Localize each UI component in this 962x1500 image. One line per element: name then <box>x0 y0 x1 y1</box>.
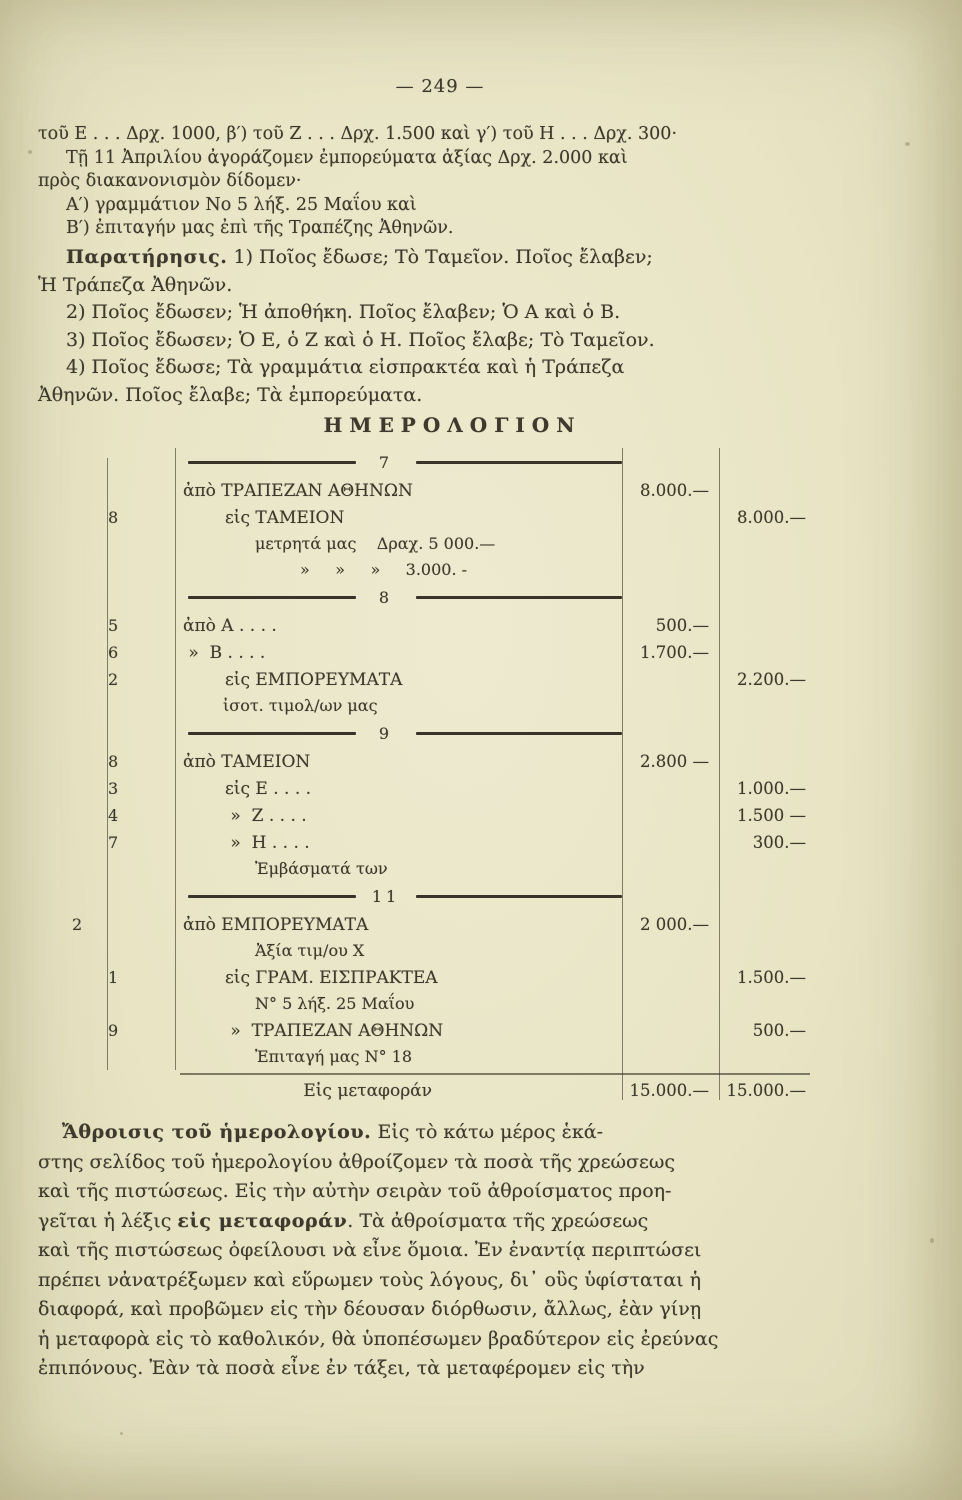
account-name: » Ζ . . . . <box>225 805 307 826</box>
text-line <box>38 1295 935 1325</box>
entry-number: 7 <box>378 453 394 472</box>
folio-number: 1 <box>108 968 119 987</box>
journal-detail-line: μετρητά μας Δραχ. 5 000.— <box>255 534 496 553</box>
journal-row <box>60 829 822 856</box>
account-name: » Η . . . . <box>225 832 310 853</box>
credit-amount: 300.— <box>752 833 806 852</box>
account-name: εἰς Ε . . . . <box>225 778 312 799</box>
debit-amount: 2 000.— <box>640 915 709 934</box>
debit-amount: 1.700.— <box>640 643 709 662</box>
journal-row <box>60 477 822 504</box>
separator-line <box>188 461 356 464</box>
text-run: Β′) ἐπιταγήν μας ἐπὶ τῆς Τραπέζης Ἀθηνῶν. <box>66 218 454 238</box>
bold-phrase: Παρατήρησις. <box>66 246 228 268</box>
journal-detail-line: » » » 3.000. - <box>300 560 468 579</box>
folio-number: 3 <box>108 779 119 798</box>
journal-row <box>60 802 822 829</box>
account-name: ἀπὸ Α . . . . <box>183 615 277 636</box>
account-name: εἰς ΕΜΠΟΡΕΥΜΑΤΑ <box>225 669 403 690</box>
debit-amount: 2.800 — <box>640 752 709 771</box>
folio-number: 4 <box>108 806 119 825</box>
text-run: Α′) γραμμάτιον Νο 5 λήξ. 25 Μαΐου καὶ <box>66 194 417 215</box>
folio-number: 5 <box>108 616 119 635</box>
text-line <box>38 1118 935 1148</box>
separator-line <box>416 732 622 735</box>
folio-number: 9 <box>108 1021 119 1040</box>
text-run: Ἡ Τράπεζα Ἀθηνῶν. <box>38 273 233 296</box>
scan-speckle <box>930 1238 934 1243</box>
journal-detail-line: Ἐπιταγή μας Ν° 18 <box>255 1047 413 1066</box>
text-run: καὶ τῆς πιστώσεως ὀφείλουσι νὰ εἶνε ὅμοια. Ἐν ἐναντίᾳ περιπτώσει <box>38 1239 702 1261</box>
intro-paragraph <box>38 123 935 241</box>
journal-row <box>60 612 822 639</box>
text-line <box>38 1148 935 1178</box>
scan-speckle <box>28 150 32 154</box>
journal-row <box>60 748 822 775</box>
folio-number: 6 <box>108 643 119 662</box>
folio-number: 2 <box>72 915 83 934</box>
entry-separator <box>60 882 822 911</box>
text-line <box>38 354 935 382</box>
account-name: ἀπὸ ΕΜΠΟΡΕΥΜΑΤΑ <box>183 914 369 935</box>
text-run: ἡ μεταφορὰ εἰς τὸ καθολικόν, θὰ ὑποπέσωμεν βραδύτερον εἰς ἐρεύνας <box>38 1327 719 1350</box>
entry-number: 9 <box>378 724 394 743</box>
text-run: 3) Ποῖος ἔδωσεν; Ὁ Ε, ὁ Ζ καὶ ὁ Η. Ποῖος ἔλαβε; Τὸ Ταμεῖον. <box>66 328 655 351</box>
entry-number: 11 <box>371 887 401 906</box>
text-run: στης σελίδος τοῦ ἡμερολογίου ἀθροίζομεν τὰ ποσὰ τῆς χρεώσεως <box>38 1150 675 1173</box>
account-name: ἀπὸ ΤΑΜΕΙΟΝ <box>183 751 311 772</box>
text-run: 2) Ποῖος ἔδωσεν; Ἡ ἀποθήκη. Ποῖος ἔλαβεν; Ὁ Α καὶ ὁ Β. <box>66 301 621 323</box>
journal-rows <box>60 448 822 1104</box>
text-line <box>38 170 935 194</box>
scan-speckle <box>120 1432 123 1435</box>
text-line <box>38 147 935 171</box>
journal-row <box>60 775 822 802</box>
account-name: εἰς ΤΑΜΕΙΟΝ <box>225 507 345 528</box>
debit-amount: 8.000.— <box>640 481 709 500</box>
text-run: Ἀθηνῶν. Ποῖος ἔλαβε; Τὰ ἐμπορεύματα. <box>38 383 423 406</box>
text-run: 1) Ποῖος ἔδωσε; Τὸ Ταμεῖον. Ποῖος ἔλαβεν; <box>227 246 653 268</box>
text-line <box>38 1177 935 1207</box>
journal-detail-line: ἰσοτ. τιμολ/ων μας <box>223 696 378 715</box>
text-run: Τῇ 11 Ἀπριλίου ἀγοράζομεν ἐμπορεύματα ἀξίας Δρχ. 2.000 καὶ <box>66 147 628 168</box>
journal-row <box>60 1017 822 1044</box>
account-name: » Β . . . . <box>183 642 266 663</box>
carry-forward-row <box>60 1077 822 1104</box>
journal-title: ΗΜΕΡΟΛΟΓΙΟΝ <box>323 413 582 437</box>
folio-number: 7 <box>108 833 119 852</box>
text-run: γεῖται ἡ λέξις <box>38 1209 178 1232</box>
text-run: πρὸς διακανονισμὸν δίδομεν· <box>38 171 302 191</box>
account-name: εἰς ΓΡΑΜ. ΕΙΣΠΡΑΚΤΕΑ <box>225 967 438 988</box>
text-line <box>38 1207 935 1237</box>
bold-phrase: Ἄθροισις τοῦ ἡμερολογίου. <box>62 1121 372 1143</box>
page-number: — 249 — <box>395 76 485 97</box>
journal-detail-line: Ν° 5 λήξ. 25 Μαΐου <box>255 994 415 1013</box>
separator-line <box>188 895 356 898</box>
observation-paragraph <box>38 244 935 409</box>
text-run: ἐπιπόνους. Ἐὰν τὰ ποσὰ εἶνε ἐν τάξει, τὰ μεταφέρομεν εἰς τὴν <box>38 1357 645 1379</box>
folio-number: 2 <box>108 670 119 689</box>
journal-detail-line: Ἀξία τιμ/ου Χ <box>255 941 365 960</box>
journal-row <box>60 911 822 938</box>
credit-amount: 1.000.— <box>737 779 806 798</box>
carry-forward-rule <box>180 1073 810 1075</box>
entry-number: 8 <box>378 588 394 607</box>
credit-amount: 8.000.— <box>737 508 806 527</box>
account-name: ἀπὸ ΤΡΑΠΕΖΑΝ ΑΘΗΝΩΝ <box>183 480 413 501</box>
journal-detail-line: Ἐμβάσματά των <box>255 859 388 878</box>
text-line <box>38 299 935 327</box>
text-line <box>38 1325 935 1355</box>
text-run: Εἰς τὸ κάτω μέρος ἑκά- <box>371 1121 603 1143</box>
credit-amount: 2.200.— <box>737 670 806 689</box>
text-line <box>38 382 935 410</box>
text-line <box>38 194 935 218</box>
credit-amount: 1.500.— <box>737 968 806 987</box>
scan-speckle <box>905 142 910 146</box>
separator-line <box>188 732 356 735</box>
text-line <box>38 1354 935 1384</box>
text-line <box>38 244 935 272</box>
text-run: πρέπει νἀνατρέξωμεν καὶ εὕρωμεν τοὺς λόγους, δι᾽ οὓς ὑφίσταται ἡ <box>38 1268 702 1291</box>
text-run: διαφορά, καὶ προβῶμεν εἰς τὴν δέουσαν διόρθωσιν, ἄλλως, ἐὰν γίνῃ <box>38 1298 702 1320</box>
text-line <box>38 1266 935 1296</box>
entry-separator <box>60 448 822 477</box>
text-run: καὶ τῆς πιστώσεως. Εἰς τὴν αὐτὴν σειρὰν τοῦ ἀθροίσματος προη- <box>38 1180 672 1202</box>
carry-forward-label: Εἰς μεταφοράν <box>303 1080 432 1101</box>
journal-table <box>60 448 822 1104</box>
separator-line <box>416 895 622 898</box>
separator-line <box>188 596 356 599</box>
entry-separator <box>60 583 822 612</box>
journal-row <box>60 964 822 991</box>
text-run: . Τὰ ἀθροίσματα τῆς χρεώσεως <box>347 1209 649 1232</box>
text-run: 4) Ποῖος ἔδωσε; Τὰ γραμμάτια εἰσπρακτέα καὶ ἡ Τράπεζα <box>66 356 625 378</box>
text-line <box>38 1236 935 1266</box>
entry-separator <box>60 719 822 748</box>
text-line <box>38 327 935 355</box>
credit-amount: 1.500 — <box>737 806 806 825</box>
folio-number: 8 <box>108 508 119 527</box>
text-line <box>38 272 935 300</box>
text-run: τοῦ Ε . . . Δρχ. 1000, β′) τοῦ Ζ . . . Δρχ. 1.500 καὶ γ′) τοῦ Η . . . Δρχ. 300· <box>38 124 678 144</box>
text-line <box>38 123 935 147</box>
separator-line <box>416 596 622 599</box>
journal-row <box>60 639 822 666</box>
carry-forward-debit: 15.000.— <box>629 1081 709 1100</box>
journal-row <box>60 666 822 693</box>
separator-line <box>416 461 622 464</box>
credit-amount: 500.— <box>752 1021 806 1040</box>
bold-phrase: εἰς μεταφοράν <box>177 1209 348 1232</box>
folio-number: 8 <box>108 752 119 771</box>
account-name: » ΤΡΑΠΕΖΑΝ ΑΘΗΝΩΝ <box>225 1020 444 1041</box>
text-line <box>38 217 935 241</box>
carry-forward-credit: 15.000.— <box>726 1081 806 1100</box>
journal-row <box>60 504 822 531</box>
closing-paragraph <box>38 1118 935 1384</box>
debit-amount: 500.— <box>655 616 709 635</box>
